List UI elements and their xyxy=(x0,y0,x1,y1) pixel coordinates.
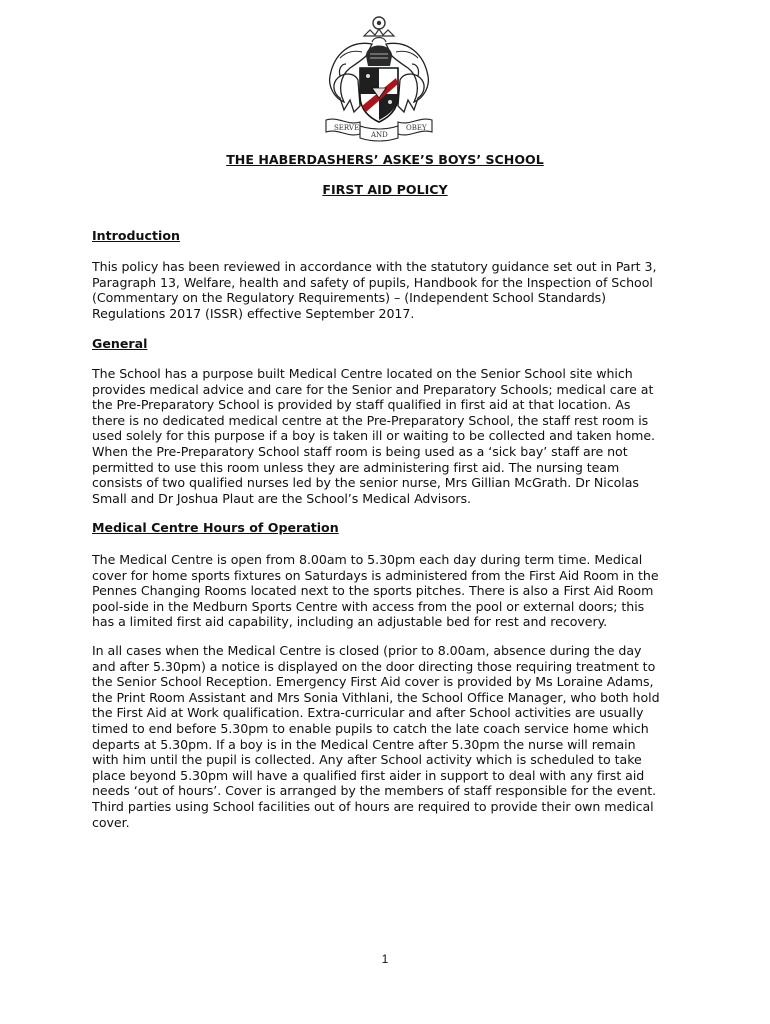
text-line: Small and Dr Joshua Plaut are the School’s Medical Advisors. xyxy=(92,490,471,506)
introduction-paragraph xyxy=(92,259,682,321)
general-heading: General xyxy=(92,336,148,351)
text-line: Paragraph 13, Welfare, health and safety of pupils, Handbook for the Inspection of School xyxy=(92,274,653,290)
text-line: Regulations 2017 (ISSR) effective September 2017. xyxy=(92,305,415,321)
text-line: needs ‘out of hours’. Cover is arranged by the members of staff responsible for the event. xyxy=(92,783,657,799)
policy-title: FIRST AID POLICY xyxy=(322,182,448,197)
text-line: consists of two qualified nurses led by the senior nurse, Mrs Gillian McGrath. Dr Nicolas xyxy=(92,475,639,491)
text-line: place beyond 5.30pm will have a qualified first aider in support to deal with any first aid xyxy=(92,767,645,783)
school-name-title: THE HABERDASHERS’ ASKE’S BOYS’ SCHOOL xyxy=(226,152,544,167)
text-line: Third parties using School facilities out of hours are required to provide their own medical xyxy=(92,798,654,814)
text-line: This policy has been reviewed in accordance with the statutory guidance set out in Part 3, xyxy=(92,259,657,274)
hours-paragraph-2 xyxy=(92,643,682,830)
school-crest-logo xyxy=(320,14,438,142)
text-line: The Medical Centre is open from 8.00am to 5.30pm each day during term time. Medical xyxy=(92,552,643,567)
text-line: has a limited first aid capability, including an adjustable bed for rest and recovery. xyxy=(92,614,608,630)
text-line: there is no dedicated medical centre at the Pre-Preparatory School, the staff rest room is xyxy=(92,412,649,428)
text-line: the Pre-Preparatory School is provided by staff qualified in first aid at that location. As xyxy=(92,397,631,413)
text-line: (Commentary on the Regulatory Requirements) – (Independent School Standards) xyxy=(92,290,607,306)
crest-shield xyxy=(360,68,398,122)
crest-helm xyxy=(366,38,392,67)
crest-illustration xyxy=(320,14,438,142)
hours-paragraph-1 xyxy=(92,552,682,630)
text-line: permitted to use this room unless they are administering first aid. The nursing team xyxy=(92,459,620,475)
text-line: departs at 5.30pm. If a boy is in the Medical Centre after 5.30pm the nurse will remain xyxy=(92,736,636,752)
text-line: the Print Room Assistant and Mrs Sonia Vithlani, the School Office Manager, who both hold xyxy=(92,689,660,705)
text-line: In all cases when the Medical Centre is closed (prior to 8.00am, absence during the day xyxy=(92,643,642,658)
text-line: cover for home sports fixtures on Saturdays is administered from the First Aid Room in the xyxy=(92,567,659,583)
text-line: Pennes Changing Rooms located next to the sports pitches. There is also a First Aid Room xyxy=(92,583,654,599)
motto-word-right: OBEY xyxy=(406,124,427,132)
text-line: provides medical advice and care for the Senior and Preparatory Schools; medical care at xyxy=(92,381,654,397)
introduction-heading: Introduction xyxy=(92,228,180,243)
text-line: used solely for this purpose if a boy is taken ill or waiting to be collected and taken home. xyxy=(92,428,656,444)
text-line: When the Pre-Preparatory School staff room is being used as a ‘sick bay’ staff are not xyxy=(92,443,628,459)
text-line: and after 5.30pm) a notice is displayed on the door directing those requiring treatment to xyxy=(92,658,656,674)
motto-word-left: SERVE xyxy=(334,124,360,132)
crest-crown xyxy=(364,17,394,36)
general-paragraph xyxy=(92,366,682,506)
page-number: 1 xyxy=(381,952,389,966)
text-line: the Senior School Reception. Emergency First Aid cover is provided by Ms Loraine Adams, xyxy=(92,674,654,690)
text-line: timed to end before 5.30pm to enable pupils to catch the late coach service home which xyxy=(92,720,649,736)
motto-word-center: AND xyxy=(371,131,388,139)
text-line: cover. xyxy=(92,814,130,830)
text-line: with him until the pupil is collected. Any after School activity which is scheduled to take xyxy=(92,752,642,768)
hours-of-operation-heading: Medical Centre Hours of Operation xyxy=(92,520,339,535)
text-line: The School has a purpose built Medical Centre located on the Senior School site which xyxy=(92,366,633,381)
text-line: pool-side in the Medburn Sports Centre with access from the pool or external doors; this xyxy=(92,598,645,614)
text-line: the First Aid at Work qualification. Extra-curricular and after School activities are usually xyxy=(92,705,644,721)
